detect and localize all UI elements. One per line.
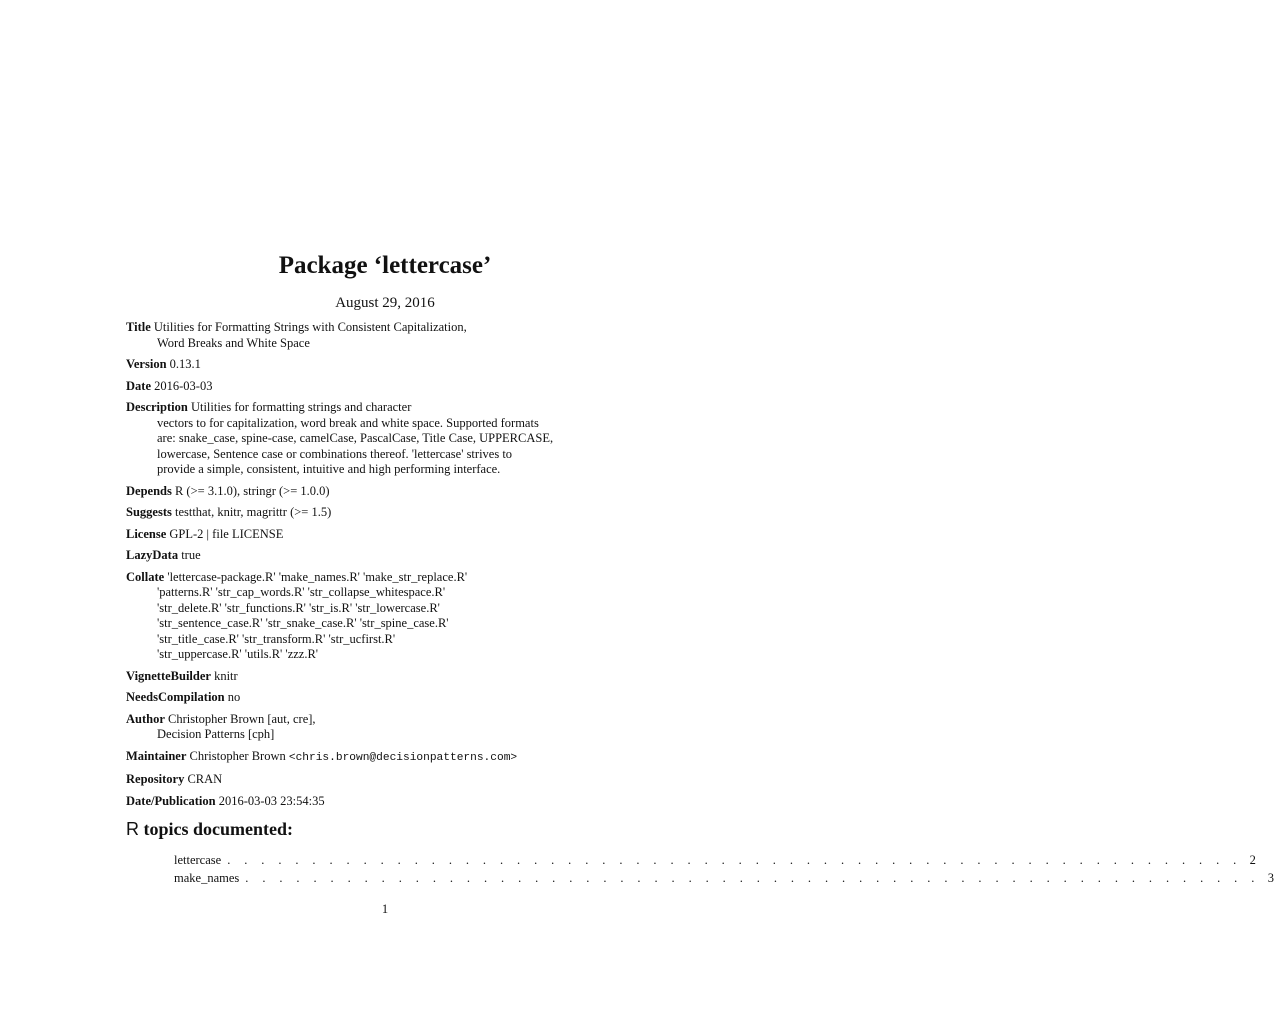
field-needscompilation [126,690,576,706]
field-vignettebuilder-value: knitr [214,668,238,683]
field-title [126,320,576,351]
field-author-line1: Christopher Brown [aut, cre], [168,711,316,726]
field-publication-value: 2016-03-03 23:54:35 [218,793,325,808]
page-title: Package ‘lettercase’ [278,252,492,279]
field-description [126,400,576,478]
field-collate-line5: 'str_title_case.R' 'str_transform.R' 'str_ucfirst.R' [157,631,396,646]
field-collate-line1: 'lettercase-package.R' 'make_names.R' 'make_str_replace.R' [167,569,468,584]
toc-entry-name[interactable]: make_names [174,871,240,885]
field-title-value-line1: Utilities for Formatting Strings with Consistent Capitalization, [153,320,467,334]
field-date [126,379,576,395]
field-lazydata [126,548,576,564]
field-repository-key: Repository [126,772,185,786]
field-publication [126,794,576,810]
field-description-line2: vectors to for capitalization, word break and white space. Supported formats [157,415,539,430]
toc-leader-dots: . . . . . . . . . . . . . . . . . . . . . . . . . . . . . . . . . . . . . . . . . . . . . . . . . . . . . . . . . . . . [227,853,1242,867]
field-suggests [126,505,576,521]
field-license [126,527,576,543]
field-depends-value: R (>= 3.1.0), stringr (>= 1.0.0) [174,483,330,498]
field-author [126,712,576,743]
field-needscompilation-key: NeedsCompilation [126,690,225,704]
toc-entry-page[interactable]: 2 [1249,853,1256,867]
field-title-key: Title [126,320,151,334]
topics-heading-text: topics documented: [143,819,293,839]
toc-entry-page[interactable]: 3 [1267,871,1274,885]
field-license-value: GPL-2 | file LICENSE [169,526,284,541]
field-lazydata-value: true [181,548,201,562]
field-maintainer [126,749,576,767]
field-author-key: Author [126,711,165,726]
topics-heading-r: R [126,819,139,839]
field-lazydata-key: LazyData [126,548,179,562]
field-description-key: Description [126,400,188,414]
toc-leader-dots: . . . . . . . . . . . . . . . . . . . . . . . . . . . . . . . . . . . . . . . . . . . . . . . . . . . . . . . . . . . . [245,871,1260,885]
field-license-key: License [126,526,167,541]
field-date-key: Date [126,378,151,393]
field-depends [126,484,576,500]
field-collate-line4: 'str_sentence_case.R' 'str_snake_case.R' 'str_spine_case.R' [157,616,449,630]
field-publication-key: Date/Publication [126,793,216,808]
field-date-value: 2016-03-03 [154,378,213,393]
field-collate [126,570,576,663]
field-maintainer-key: Maintainer [126,748,187,763]
package-fields [126,320,576,815]
field-version-value: 0.13.1 [169,357,201,371]
field-repository-value: CRAN [187,772,223,786]
toc-entry-make-names[interactable] [174,869,1274,887]
field-needscompilation-value: no [227,690,241,704]
field-title-value-line2: Word Breaks and White Space [157,335,310,350]
page-number: 1 [381,902,389,916]
field-collate-line6: 'str_uppercase.R' 'utils.R' 'zzz.R' [157,647,319,661]
field-version [126,357,576,373]
field-maintainer-value: Christopher Brown [189,748,286,763]
field-vignettebuilder-key: VignetteBuilder [126,668,211,683]
topics-list [174,851,1274,887]
field-author-line2: Decision Patterns [cph] [157,727,275,741]
field-suggests-value: testthat, knitr, magrittr (>= 1.5) [174,505,332,519]
field-description-line1: Utilities for formatting strings and character [190,400,412,414]
field-collate-key: Collate [126,569,165,584]
page-date: August 29, 2016 [335,295,435,311]
field-collate-line2: 'patterns.R' 'str_cap_words.R' 'str_collapse_whitespace.R' [157,585,446,599]
field-description-line5: provide a simple, consistent, intuitive and high performing interface. [157,462,501,476]
field-collate-line3: 'str_delete.R' 'str_functions.R' 'str_is.R' 'str_lowercase.R' [157,600,440,615]
maintainer-email: <chris.brown@decisionpatterns.com> [288,751,518,764]
topics-heading [126,819,293,840]
field-suggests-key: Suggests [126,505,172,519]
toc-entry-lettercase[interactable] [174,851,1256,869]
field-depends-key: Depends [126,483,172,498]
field-repository [126,772,576,788]
field-description-line3: are: snake_case, spine-case, camelCase, PascalCase, Title Case, UPPERCASE, [157,431,554,445]
toc-entry-name[interactable]: lettercase [174,853,222,867]
field-description-line4: lowercase, Sentence case or combinations thereof. 'lettercase' strives to [157,446,513,461]
field-version-key: Version [126,357,167,371]
field-vignettebuilder [126,669,576,685]
